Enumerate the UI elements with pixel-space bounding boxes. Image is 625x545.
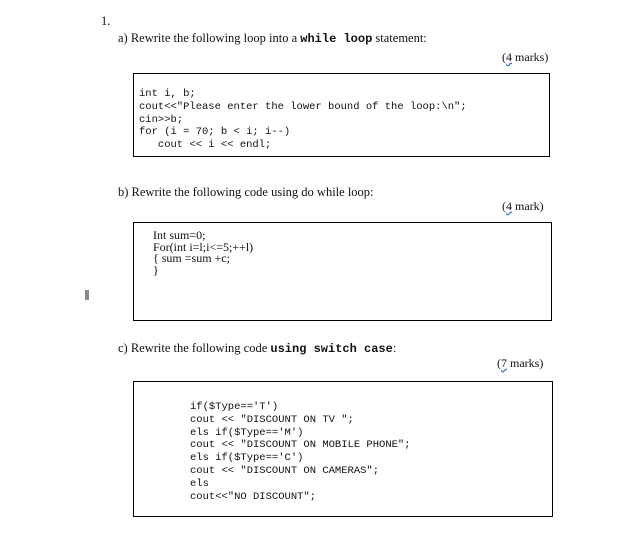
part-b-prompt-text: Rewrite the following code using do while loop: bbox=[131, 185, 374, 199]
part-c-marks-text: marks) bbox=[507, 356, 544, 370]
part-c-label: c) bbox=[118, 341, 128, 355]
part-b-marks-number: 4 bbox=[506, 199, 512, 213]
code-line: cout << "DISCOUNT ON TV "; bbox=[190, 413, 354, 426]
part-a-marks-number: 4 bbox=[506, 50, 512, 64]
code-line: } bbox=[153, 262, 159, 277]
part-c-prompt bbox=[118, 341, 396, 356]
part-a-prompt-code: while loop bbox=[300, 32, 373, 46]
code-line: for (i = 70; b < i; i--) bbox=[139, 126, 291, 139]
code-line: els if($Type=='C') bbox=[190, 452, 304, 465]
part-a-prompt-after: statement: bbox=[375, 31, 427, 45]
part-c-prompt-code: using switch case bbox=[270, 342, 393, 356]
question-number: 1. bbox=[101, 14, 111, 28]
part-c-code bbox=[190, 401, 411, 503]
part-a-prompt-before: Rewrite the following loop into a bbox=[130, 31, 298, 45]
part-b-label: b) bbox=[118, 185, 129, 199]
part-b-prompt bbox=[118, 185, 374, 200]
part-a-prompt bbox=[118, 31, 427, 46]
part-b-code bbox=[153, 230, 253, 276]
code-line: els if($Type=='M') bbox=[190, 426, 304, 439]
code-line: if($Type=='T') bbox=[190, 401, 279, 413]
code-line: cout<<"Please enter the lower bound of the loop:\n"; bbox=[139, 100, 467, 113]
part-b-marks: (4 mark) bbox=[502, 199, 544, 213]
part-c-prompt-after: : bbox=[392, 341, 397, 355]
part-a-marks: (4 marks) bbox=[502, 50, 549, 64]
code-line: For(int i=l;i<=5;++l) bbox=[153, 239, 254, 254]
code-line: Int sum=0; bbox=[153, 228, 206, 242]
code-line: cout << i << endl; bbox=[139, 139, 272, 152]
code-line: cout << "DISCOUNT ON MOBILE PHONE"; bbox=[190, 439, 411, 452]
part-a-label: a) bbox=[118, 31, 128, 45]
part-a-code bbox=[139, 88, 467, 152]
text-cursor-marker bbox=[85, 290, 89, 300]
part-a-code-box bbox=[133, 73, 550, 157]
code-line: { sum =sum +c; bbox=[153, 251, 230, 265]
code-line: cin>>b; bbox=[139, 113, 184, 126]
code-line: int i, b; bbox=[139, 88, 196, 100]
part-c-marks-number: 7 bbox=[501, 356, 507, 370]
code-line: els bbox=[190, 477, 209, 490]
part-a-marks-text: marks) bbox=[512, 50, 549, 64]
part-c-prompt-before: Rewrite the following code bbox=[130, 341, 268, 355]
part-b-marks-text: mark) bbox=[512, 199, 544, 213]
code-line: cout << "DISCOUNT ON CAMERAS"; bbox=[190, 464, 380, 477]
part-b-code-box bbox=[133, 222, 552, 321]
part-c-code-box bbox=[133, 381, 553, 517]
code-line: cout<<"NO DISCOUNT"; bbox=[190, 490, 317, 503]
part-c-marks: (7 marks) bbox=[497, 356, 544, 370]
